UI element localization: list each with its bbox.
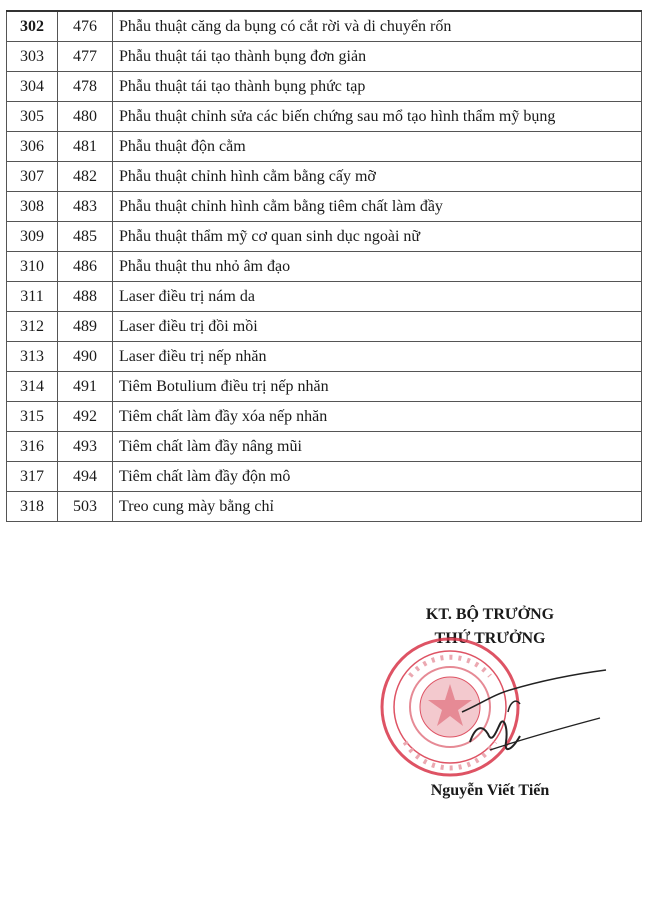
procedure-table-body	[7, 11, 642, 522]
table-row	[7, 312, 642, 342]
row-number-cell: 314	[7, 372, 58, 402]
procedure-name-cell: Phẫu thuật thu nhỏ âm đạo	[113, 252, 642, 282]
table-row	[7, 492, 642, 522]
procedure-code-cell: 492	[58, 402, 113, 432]
procedure-code-cell: 503	[58, 492, 113, 522]
procedure-code-cell: 493	[58, 432, 113, 462]
row-number-cell: 306	[7, 132, 58, 162]
table-row	[7, 342, 642, 372]
table-row	[7, 252, 642, 282]
red-official-seal-icon	[382, 639, 518, 775]
row-number-cell: 302	[7, 11, 58, 42]
table-row	[7, 222, 642, 252]
row-number-cell: 308	[7, 192, 58, 222]
procedure-code-cell: 494	[58, 462, 113, 492]
procedure-name-cell: Phẫu thuật căng da bụng có cắt rời và di chuyển rốn	[113, 11, 642, 42]
procedure-code-cell: 486	[58, 252, 113, 282]
procedure-code-cell: 488	[58, 282, 113, 312]
row-number-cell: 311	[7, 282, 58, 312]
procedure-name-cell: Phẫu thuật tái tạo thành bụng phức tạp	[113, 72, 642, 102]
procedure-name-cell: Tiêm chất làm đầy độn mô	[113, 462, 642, 492]
signature-block	[370, 602, 610, 812]
table-row	[7, 11, 642, 42]
procedure-code-cell: 481	[58, 132, 113, 162]
row-number-cell: 315	[7, 402, 58, 432]
procedure-name-cell: Phẫu thuật chỉnh hình cằm bằng cấy mỡ	[113, 162, 642, 192]
procedure-name-cell: Phẫu thuật tái tạo thành bụng đơn giản	[113, 42, 642, 72]
handwritten-signature-icon	[462, 670, 606, 750]
row-number-cell: 307	[7, 162, 58, 192]
row-number-cell: 313	[7, 342, 58, 372]
procedure-name-cell: Treo cung mày bằng chỉ	[113, 492, 642, 522]
procedure-code-cell: 476	[58, 11, 113, 42]
table-row	[7, 192, 642, 222]
row-number-cell: 312	[7, 312, 58, 342]
row-number-cell: 303	[7, 42, 58, 72]
table-row	[7, 372, 642, 402]
procedure-code-cell: 491	[58, 372, 113, 402]
table-row	[7, 42, 642, 72]
procedure-code-cell: 477	[58, 42, 113, 72]
procedure-name-cell: Tiêm chất làm đầy xóa nếp nhăn	[113, 402, 642, 432]
row-number-cell: 318	[7, 492, 58, 522]
row-number-cell: 316	[7, 432, 58, 462]
table-row	[7, 162, 642, 192]
seal-and-signature-graphic	[370, 632, 610, 782]
signer-name: Nguyễn Viết Tiến	[430, 782, 550, 799]
table-row	[7, 432, 642, 462]
procedure-name-cell: Phẫu thuật chỉnh sửa các biến chứng sau mổ tạo hình thẩm mỹ bụng	[113, 102, 642, 132]
procedure-code-cell: 490	[58, 342, 113, 372]
row-number-cell: 305	[7, 102, 58, 132]
table-row	[7, 132, 642, 162]
procedure-name-cell: Phẫu thuật chỉnh hình cằm bằng tiêm chất làm đầy	[113, 192, 642, 222]
procedure-code-cell: 483	[58, 192, 113, 222]
row-number-cell: 317	[7, 462, 58, 492]
row-number-cell: 304	[7, 72, 58, 102]
procedure-table	[6, 10, 642, 522]
procedure-name-cell: Laser điều trị đồi mồi	[113, 312, 642, 342]
row-number-cell: 310	[7, 252, 58, 282]
table-row	[7, 282, 642, 312]
procedure-name-cell: Tiêm chất làm đầy nâng mũi	[113, 432, 642, 462]
table-row	[7, 102, 642, 132]
row-number-cell: 309	[7, 222, 58, 252]
table-row	[7, 72, 642, 102]
signer-title-line1: KT. BỘ TRƯỞNG	[425, 606, 555, 623]
signer-title-line2: THỨ TRƯỞNG	[434, 630, 546, 647]
procedure-table-container	[6, 10, 642, 522]
procedure-code-cell: 478	[58, 72, 113, 102]
procedure-name-cell: Tiêm Botulium điều trị nếp nhăn	[113, 372, 642, 402]
procedure-code-cell: 485	[58, 222, 113, 252]
table-row	[7, 462, 642, 492]
procedure-name-cell: Phẫu thuật độn cằm	[113, 132, 642, 162]
procedure-name-cell: Phẫu thuật thẩm mỹ cơ quan sinh dục ngoài nữ	[113, 222, 642, 252]
procedure-code-cell: 480	[58, 102, 113, 132]
procedure-code-cell: 489	[58, 312, 113, 342]
procedure-code-cell: 482	[58, 162, 113, 192]
procedure-name-cell: Laser điều trị nếp nhăn	[113, 342, 642, 372]
table-row	[7, 402, 642, 432]
procedure-name-cell: Laser điều trị nám da	[113, 282, 642, 312]
